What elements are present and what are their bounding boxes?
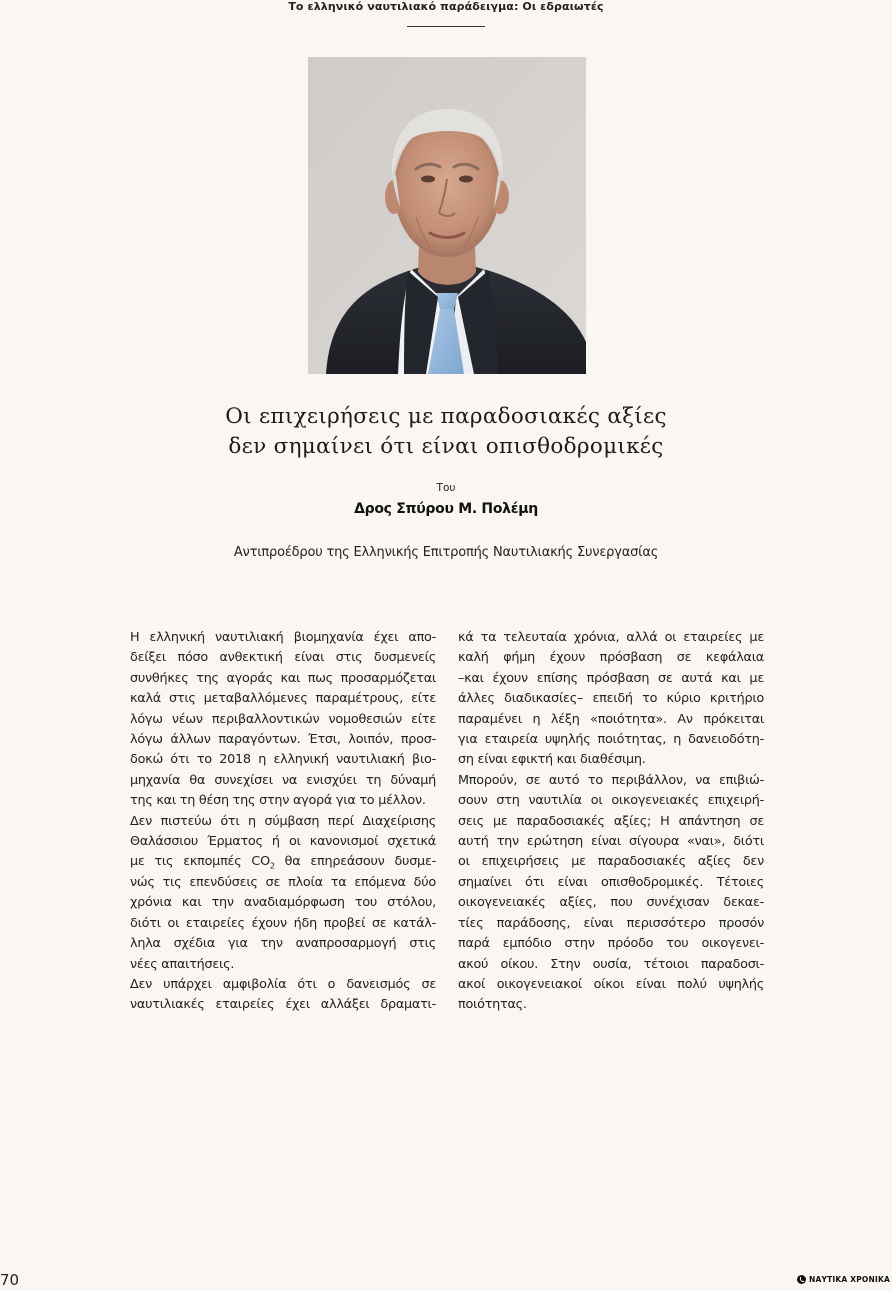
author-portrait	[308, 57, 586, 374]
text-line: οι επιχειρήσεις με παραδοσιακές αξίες δεν	[458, 854, 764, 870]
article-column-right	[458, 628, 764, 1016]
text-line: σεις με παραδοσιακές αξίες; Η απάντηση σε	[458, 813, 764, 829]
co2-subscript: 2	[269, 862, 275, 872]
text-line: ση είναι εφικτή και διαθέσιμη.	[458, 752, 646, 768]
text-line: για εταιρεία υψηλής ποιότητας, η δανειοδότη-	[458, 732, 764, 748]
text-line: λόγω νέων περιβαλλοντικών νομοθεσιών είτε	[130, 711, 436, 727]
author-name: Δρος Σπύρου Μ. Πολέμη	[354, 501, 538, 517]
text-line: δοκώ ότι το 2018 η ελληνική ναυτιλιακή βιο-	[130, 752, 436, 768]
brand-name: ΝΑΥΤΙΚΑ ΧΡΟΝΙΚΑ	[809, 1275, 890, 1284]
paragraph	[458, 628, 764, 771]
text-line: αυτή την ερώτηση είναι σίγουρα «ναι», διότι	[458, 834, 764, 850]
text-line: Δεν πιστεύω ότι η σύμβαση περί Διαχείρισης	[130, 813, 436, 829]
text-line: ακοί οικογενειακοί οίκοι είναι πολύ υψηλής	[458, 976, 764, 992]
ship-logo-icon	[797, 1275, 806, 1284]
text-line: άλλες διαδικασίες– επειδή το κύριο κριτήριο	[458, 691, 764, 707]
header-divider	[407, 26, 485, 27]
text-line: Δεν υπάρχει αμφιβολία ότι ο δανεισμός σε	[130, 976, 436, 992]
co2-suffix: θα επηρεάσουν δυσμε-	[274, 854, 436, 870]
article-title	[0, 402, 892, 462]
text-line: σημαίνει ότι είναι οπισθοδρομικές. Τέτοιες	[458, 874, 764, 890]
paragraph	[130, 812, 436, 975]
text-line: καλά στις μεταβαλλόμενες παραμέτρους, είτε	[130, 691, 436, 707]
running-header: Το ελληνικό ναυτιλιακό παράδειγμα: Οι εδραιωτές	[288, 0, 604, 13]
text-line: λόγω άλλων παραγόντων. Έτσι, λοιπόν, προσ-	[130, 732, 436, 748]
paragraph	[130, 628, 436, 812]
text-line: παρά εμπόδιο στην πρόοδο του οικογενει-	[458, 936, 764, 952]
text-line: –και έχουν επίσης πρόσβαση σε αυτά και με	[458, 670, 764, 686]
paragraph	[130, 975, 436, 1016]
article-column-left	[130, 628, 436, 1016]
text-line: της και τη θέση της στην αγορά για το μέλλον.	[130, 793, 426, 809]
text-line: παραμένει η λέξη «ποιότητα». Αν πρόκειται	[458, 711, 764, 727]
co2-prefix: με τις εκπομπές CO	[130, 854, 270, 870]
text-line: νώς τις επενδύσεις σε πλοία τα επόμενα δύο	[130, 874, 436, 890]
text-line: διότι οι εταιρείες έχουν ήδη προβεί σε κατάλ-	[130, 915, 436, 931]
paragraph	[458, 771, 764, 1016]
text-line: χρόνια και την αναδιαμόρφωση του στόλου,	[130, 895, 436, 911]
text-line: ποιότητας.	[458, 997, 527, 1013]
text-line-co2	[130, 852, 436, 872]
byline-prefix: Του	[436, 482, 456, 494]
publication-brand	[797, 1275, 890, 1284]
text-line: οικογενειακές αξίες, που συνέχισαν δεκαε-	[458, 895, 764, 911]
text-line: τίες παράδοσης, είναι περισσότερο προσόν	[458, 915, 764, 931]
text-line: συνθήκες της αγοράς και πως προσαρμόζεται	[130, 670, 436, 686]
text-line: Μπορούν, σε αυτό το περιβάλλον, να επιβιώ-	[458, 772, 764, 788]
text-line: δείξει πόσο ανθεκτική είναι στις δυσμενείς	[130, 650, 436, 666]
text-line: ναυτιλιακές εταιρείες έχει αλλάξει δραματι-	[130, 997, 436, 1013]
text-line: κά τα τελευταία χρόνια, αλλά οι εταιρείες με	[458, 630, 764, 645]
article-title-line: Οι επιχειρήσεις με παραδοσιακές αξίες	[225, 404, 667, 429]
text-line: Θαλάσσιου Έρματος ή οι κανονισμοί σχετικά	[130, 834, 436, 850]
article-title-line: δεν σημαίνει ότι είναι οπισθοδρομικές	[228, 434, 664, 459]
text-line: ακού οίκου. Στην ουσία, τέτοιοι παραδοσι-	[458, 956, 764, 972]
author-role: Αντιπροέδρου της Ελληνικής Επιτροπής Ναυτιλιακής Συνεργασίας	[233, 545, 659, 560]
text-line: ληλα σχέδια για την αναπροσαρμογή στις	[130, 936, 436, 952]
text-line: Η ελληνική ναυτιλιακή βιομηχανία έχει απο-	[130, 630, 436, 645]
text-line: μηχανία θα συνεχίσει να ενισχύει τη δύναμή	[130, 772, 436, 788]
text-line: νέες απαιτήσεις.	[130, 956, 235, 972]
text-line: σουν στη ναυτιλία οι οικογενειακές επιχειρή-	[458, 793, 764, 809]
page-number: 70	[0, 1271, 20, 1289]
text-line: καλή φήμη έχουν πρόσβαση σε κεφάλαια	[458, 650, 764, 666]
